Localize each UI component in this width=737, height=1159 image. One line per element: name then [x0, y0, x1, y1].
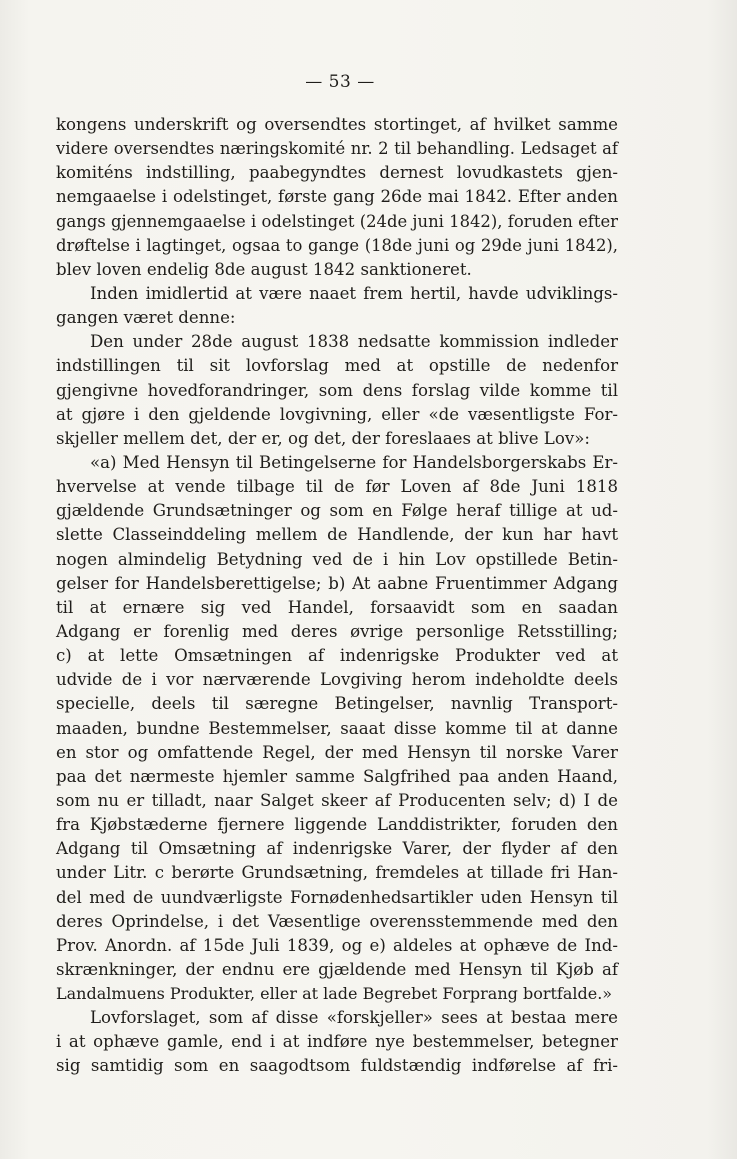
- text-line: kongens underskrift og oversendtes stortinget, af hvilket samme: [56, 115, 618, 134]
- text-line: gjældende Grundsætninger og som en Følge heraf tillige at ud-: [56, 501, 618, 521]
- text-line: Den under 28de august 1838 nedsatte kommission indleder: [90, 332, 618, 352]
- text-line: blev loven endelig 8de august 1842 sanktioneret.: [56, 259, 472, 279]
- text-line: indstillingen til sit lovforslag med at opstille de nedenfor: [56, 356, 618, 376]
- text-line: maaden, bundne Bestemmelser, saaat disse komme til at danne: [56, 718, 618, 738]
- text-line: udvide de i vor nærværende Lovgiving herom indeholdte deels: [56, 670, 618, 690]
- text-line: til at ernære sig ved Handel, forsaavidt som en saadan: [56, 597, 618, 617]
- text-line: komiténs indstilling, paabegyndtes dernest lovudkastets gjen-: [56, 163, 618, 183]
- text-line: slette Classeinddeling mellem de Handlende, der kun har havt: [56, 525, 618, 545]
- text-line: c) at lette Omsætningen af indenrigske Produkter ved at: [56, 646, 618, 666]
- text-line: Adgang til Omsætning af indenrigske Varer, der flyder af den: [56, 839, 618, 859]
- text-line: videre oversendtes næringskomité nr. 2 til behandling. Ledsaget af: [56, 139, 618, 159]
- body-text: [56, 113, 618, 1079]
- text-line: under Litr. c berørte Grundsætning, fremdeles at tillade fri Han-: [56, 863, 618, 883]
- text-line: en stor og omfattende Regel, der med Hensyn til norske Varer: [56, 742, 618, 762]
- text-line: som nu er tilladt, naar Salget skeer af Producenten selv; d) I de: [56, 790, 618, 810]
- text-line: Prov. Anordn. af 15de Juli 1839, og e) aldeles at ophæve de Ind-: [56, 935, 618, 955]
- text-line: del med de uundværligste Fornødenhedsartikler uden Hensyn til: [56, 887, 618, 907]
- text-line: skrænkninger, der endnu ere gjældende med Hensyn til Kjøb af: [56, 959, 618, 979]
- text-line: skjeller mellem det, der er, og det, der foreslaaes at blive Lov»:: [56, 428, 590, 448]
- text-line: paa det nærmeste hjemler samme Salgfrihed paa anden Haand,: [56, 766, 618, 786]
- text-line: nemgaaelse i odelstinget, første gang 26de mai 1842. Efter anden: [56, 187, 618, 207]
- page-number: — 53 —: [305, 72, 375, 92]
- text-line: fra Kjøbstæderne fjernere liggende Landdistrikter, foruden den: [56, 815, 618, 835]
- text-line: i at ophæve gamle, end i at indføre nye bestemmelser, betegner: [56, 1032, 618, 1052]
- text-line: Landalmuens Produkter, eller at lade Begrebet Forprang bortfalde.»: [56, 984, 613, 1004]
- text-line: drøftelse i lagtinget, ogsaa to gange (18de juni og 29de juni 1842),: [56, 235, 618, 255]
- text-line: «a) Med Hensyn til Betingelserne for Handelsborgerskabs Er-: [90, 452, 618, 472]
- text-line: gangen været denne:: [56, 308, 236, 328]
- text-line: specielle, deels til særegne Betingelser, navnlig Transport-: [56, 694, 618, 714]
- text-line: gjengivne hovedforandringer, som dens forslag vilde komme til: [56, 380, 618, 400]
- text-line: at gjøre i den gjeldende lovgivning, eller «de væsentligste For-: [56, 404, 618, 424]
- text-line: deres Oprindelse, i det Væsentlige overensstemmende med den: [56, 911, 618, 931]
- text-line: Inden imidlertid at være naaet frem hertil, havde udviklings-: [90, 283, 618, 303]
- text-line: sig samtidig som en saagodtsom fuldstændig indførelse af fri-: [56, 1056, 618, 1076]
- text-line: Adgang er forenlig med deres øvrige personlige Retsstilling;: [56, 621, 618, 641]
- text-line: gelser for Handelsberettigelse; b) At aabne Fruentimmer Adgang: [56, 573, 618, 593]
- text-line: hvervelse at vende tilbage til de før Loven af 8de Juni 1818: [56, 477, 618, 497]
- text-line: gangs gjennemgaaelse i odelstinget (24de juni 1842), foruden efter: [56, 211, 618, 231]
- text-line: nogen almindelig Betydning ved de i hin Lov opstillede Betin-: [56, 549, 618, 569]
- text-line: Lovforslaget, som af disse «forskjeller» sees at bestaa mere: [90, 1008, 618, 1028]
